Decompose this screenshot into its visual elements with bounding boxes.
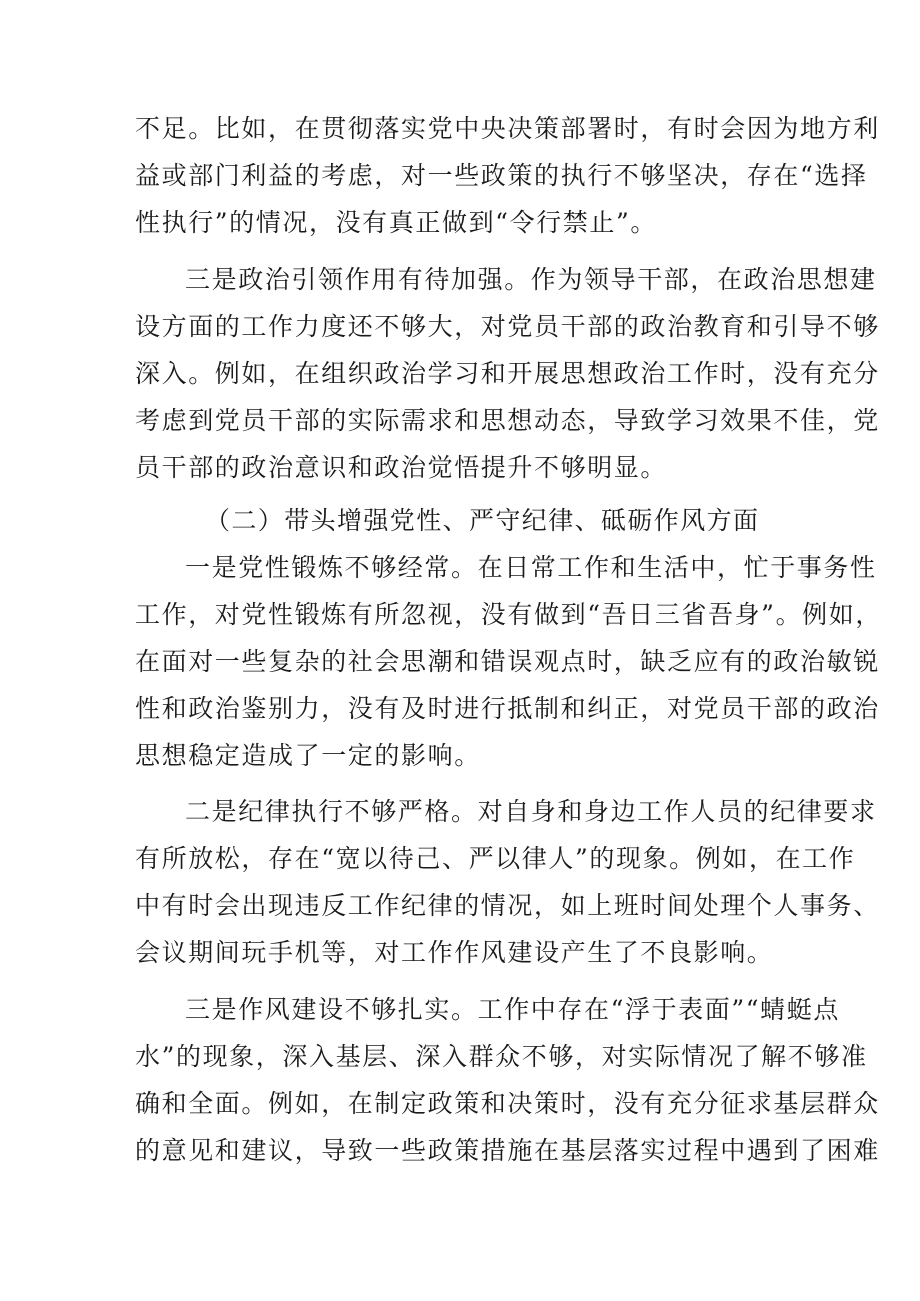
- body-text-line: 性和政治鉴别力，没有及时进行抵制和纠正，对党员干部的政治: [135, 694, 880, 723]
- paragraph-first-line: 一是党性锻炼不够经常。在日常工作和生活中，忙于事务性: [185, 553, 877, 582]
- body-text-line: 工作，对党性锻炼有所忽视，没有做到“吾日三省吾身”。例如，: [135, 600, 882, 629]
- paragraph-first-line: 二是纪律执行不够严格。对自身和身边工作人员的纪律要求: [185, 797, 877, 826]
- body-text-line: 不足。比如，在贯彻落实党中央决策部署时，有时会因为地方利: [135, 114, 880, 143]
- body-text-line: 考虑到党员干部的实际需求和思想动态，导致学习效果不佳，党: [135, 406, 880, 435]
- body-text-line: 深入。例如，在组织政治学习和开展思想政治工作时，没有充分: [135, 359, 880, 388]
- body-text-line: 员干部的政治意识和政治觉悟提升不够明显。: [135, 453, 668, 482]
- paragraph-first-line: 三是作风建设不够扎实。工作中存在“浮于表面”“蜻蜓点: [185, 995, 840, 1024]
- body-text-line: 设方面的工作力度还不够大，对党员干部的政治教育和引导不够: [135, 312, 880, 341]
- section-heading: （二）带头增强党性、严守纪律、砥砺作风方面: [205, 506, 760, 535]
- body-text-line: 益或部门利益的考虑，对一些政策的执行不够坚决，存在“选择: [135, 161, 868, 190]
- body-text-line: 有所放松，存在“宽以待己、严以律人”的现象。例如，在工作: [135, 844, 856, 873]
- body-text-line: 在面对一些复杂的社会思潮和错误观点时，缺乏应有的政治敏锐: [135, 647, 880, 676]
- body-text-line: 性执行”的情况，没有真正做到“令行禁止”。: [135, 208, 657, 237]
- body-text-line: 的意见和建议，导致一些政策措施在基层落实过程中遇到了困难: [135, 1136, 880, 1165]
- body-text-line: 思想稳定造成了一定的影响。: [135, 741, 481, 770]
- paragraph-first-line: 三是政治引领作用有待加强。作为领导干部，在政治思想建: [185, 265, 877, 294]
- body-text-line: 中有时会出现违反工作纪律的情况，如上班时间处理个人事务、: [135, 891, 880, 920]
- body-text-line: 水”的现象，深入基层、深入群众不够，对实际情况了解不够准: [135, 1042, 868, 1071]
- body-text-line: 确和全面。例如，在制定政策和决策时，没有充分征求基层群众: [135, 1089, 880, 1118]
- body-text-line: 会议期间玩手机等，对工作作风建设产生了不良影响。: [135, 938, 774, 967]
